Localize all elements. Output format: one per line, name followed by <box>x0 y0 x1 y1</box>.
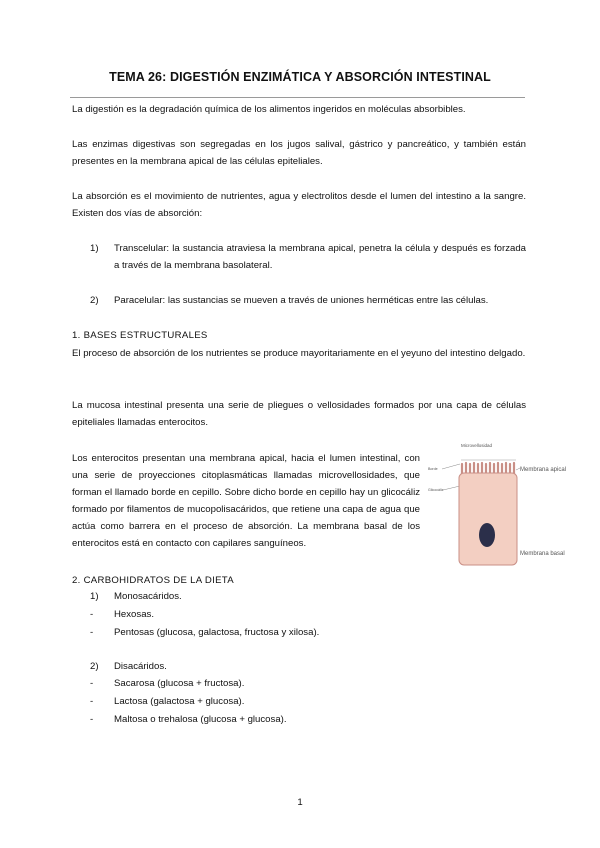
list-item-text: Maltosa o trehalosa (glucosa + glucosa). <box>114 714 287 725</box>
section-1-paragraph-2: La mucosa intestinal presenta una serie de pliegues o vellosidades formados por una capa de células epiteliales llamadas enterocitos. <box>72 400 526 428</box>
list-dash: - <box>90 627 94 638</box>
figure-label-microvilli: Microvellosidad <box>461 443 493 448</box>
microvilli <box>462 463 514 474</box>
section-2-heading: 2. CARBOHIDRATOS DE LA DIETA <box>72 575 234 586</box>
list-dash: - <box>90 609 94 620</box>
list-item-text: Hexosas. <box>114 609 154 620</box>
figure-label-border: Borde <box>428 467 438 471</box>
via-item-number: 1) <box>90 243 99 254</box>
via-item-text: Paracelular: las sustancias se mueven a través de uniones herméticas entre las células. <box>114 295 489 306</box>
intro-paragraph-1: La digestión es la degradación química de los alimentos ingeridos en moléculas absorbibles. <box>72 104 466 115</box>
figure-leader-border <box>442 464 460 469</box>
carb-group-number: 2) <box>90 661 99 672</box>
section-1-paragraph-1: El proceso de absorción de los nutrientes se produce mayoritariamente en el yeyuno del intestino delgado. <box>72 348 526 359</box>
enterocyte-figure <box>428 440 574 570</box>
list-item-text: Sacarosa (glucosa + fructosa). <box>114 678 245 689</box>
list-item-text: Lactosa (galactosa + glucosa). <box>114 696 245 707</box>
via-item-number: 2) <box>90 295 99 306</box>
list-dash: - <box>90 678 94 689</box>
intro-paragraph-2: Las enzimas digestivas son segregadas en los jugos salival, gástrico y pancreático, y también están presentes en la membrana apical de las células epiteliales. <box>72 139 526 167</box>
intro-paragraph-3: La absorción es el movimiento de nutrientes, agua y electrolitos desde el lumen del intestino a la sangre. Existen dos vías de absorción: <box>72 191 526 219</box>
figure-leader-glycocalyx <box>443 486 460 490</box>
carb-group-label: Disacáridos. <box>114 661 167 672</box>
carb-group-number: 1) <box>90 591 99 602</box>
section-1-paragraph-3: Los enterocitos presentan una membrana apical, hacia el lumen intestinal, con una serie de proyecciones citoplasmáticas llamadas microvellosidades, que forman el llamado borde en cepillo. Sobre dicho borde en cepillo hay un glicocáliz formado por filamentos de mucopolisacáridos, que retiene una capa de agua que actúa como barrera en el proceso de absorción. La membrana basal de los enterocitos está en contacto con capilares sanguíneos. <box>72 453 420 549</box>
title-divider <box>70 97 525 98</box>
figure-label-basal: Membrana basal <box>520 551 565 557</box>
via-item-2 <box>90 292 526 309</box>
via-item-text: Transcelular: la sustancia atraviesa la membrana apical, penetra la célula y después es forzada a través de la membrana basolateral. <box>114 243 526 271</box>
carb-group-label: Monosacáridos. <box>114 591 182 602</box>
cell-nucleus <box>479 523 495 547</box>
list-dash: - <box>90 696 94 707</box>
figure-label-apical: Membrana apical <box>520 467 567 473</box>
list-item-text: Pentosas (glucosa, galactosa, fructosa y xilosa). <box>114 627 320 638</box>
page-number: 1 <box>297 797 303 808</box>
section-1-heading: 1. BASES ESTRUCTURALES <box>72 330 208 341</box>
figure-label-glycocalyx: Glicocáliz <box>428 488 444 492</box>
enterocyte-cell <box>459 473 517 565</box>
via-item-1 <box>90 240 526 274</box>
list-dash: - <box>90 714 94 725</box>
document-title: TEMA 26: DIGESTIÓN ENZIMÁTICA Y ABSORCIÓN INTESTINAL <box>109 70 491 84</box>
